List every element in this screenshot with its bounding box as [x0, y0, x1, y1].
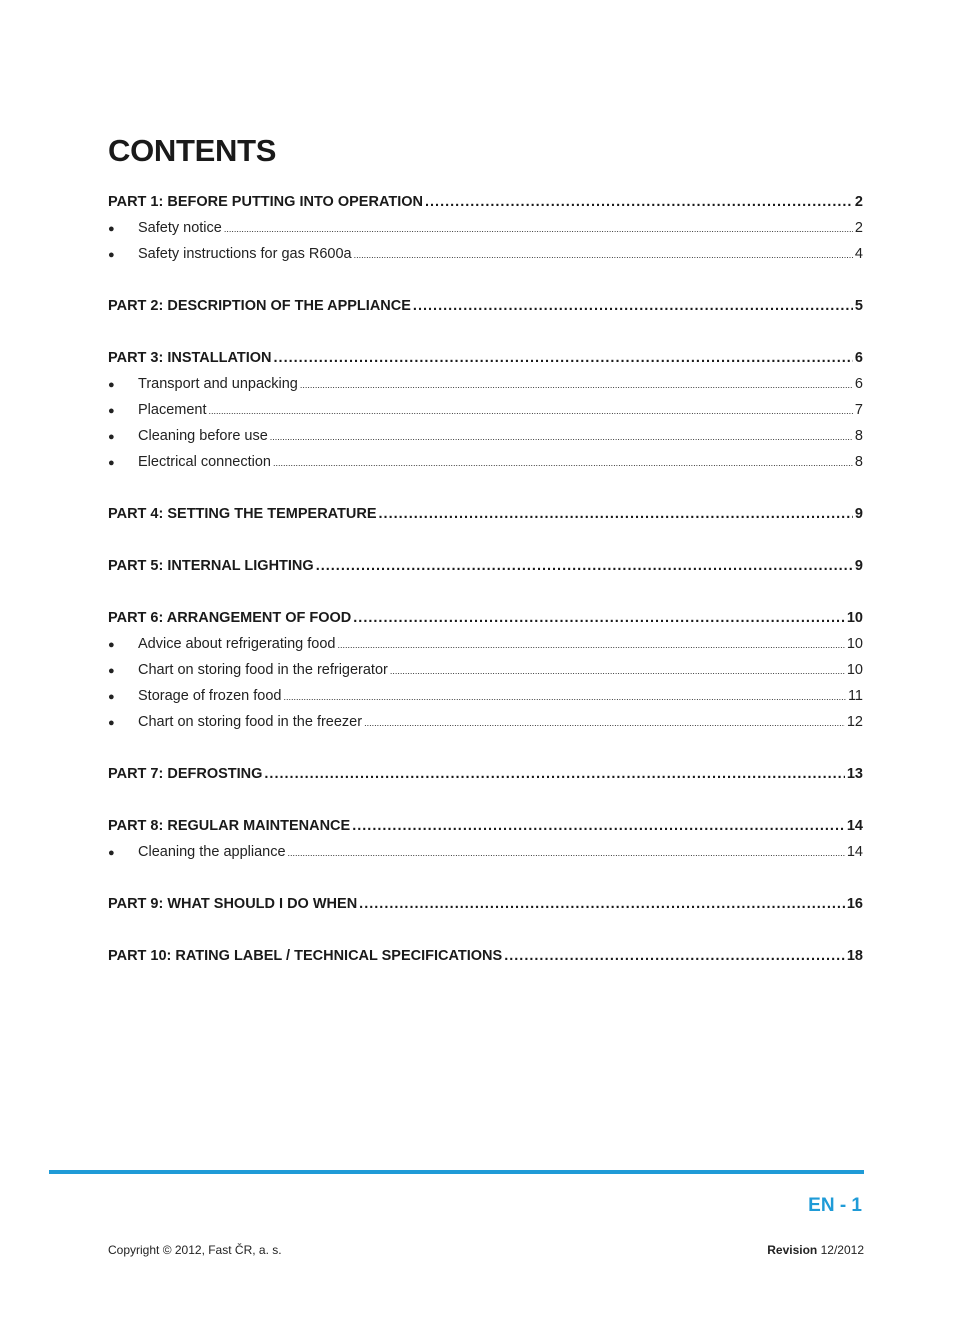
toc-part	[108, 501, 863, 527]
toc-page-number: 5	[854, 298, 863, 314]
leader-dots	[274, 345, 853, 371]
toc-subentry[interactable]	[108, 657, 863, 683]
leader-dots	[273, 449, 853, 476]
toc-part-title: PART 9: WHAT SHOULD I DO WHEN	[108, 896, 358, 912]
toc-entry-part-9[interactable]	[108, 891, 863, 917]
toc-entry-part-2[interactable]	[108, 293, 863, 319]
toc-subentry-title: Chart on storing food in the refrigerator	[138, 662, 388, 678]
bullet-icon: ●	[108, 223, 115, 235]
leader-dots	[364, 709, 845, 736]
copyright-notice: Copyright © 2012, Fast ČR, a. s.	[108, 1243, 282, 1257]
leader-dots	[300, 371, 853, 398]
toc-entry-part-10[interactable]	[108, 943, 863, 969]
footer-divider	[49, 1170, 864, 1174]
toc-page-number: 9	[854, 506, 863, 522]
toc-page-number: 10	[846, 610, 863, 626]
toc-entry-part-4[interactable]	[108, 501, 863, 527]
toc-page-number: 9	[854, 558, 863, 574]
toc-page-number: 13	[846, 766, 863, 782]
toc-subentry-title: Advice about refrigerating food	[138, 636, 336, 652]
toc-subentry[interactable]	[108, 631, 863, 657]
table-of-contents	[108, 189, 863, 995]
toc-part	[108, 189, 863, 267]
toc-subentry[interactable]	[108, 397, 863, 423]
leader-dots	[359, 891, 845, 917]
leader-dots	[224, 215, 853, 242]
toc-subentry-title: Safety instructions for gas R600a	[138, 246, 352, 262]
leader-dots	[270, 423, 853, 450]
toc-subentry-title: Safety notice	[138, 220, 222, 236]
toc-part-title: PART 7: DEFROSTING	[108, 766, 263, 782]
leader-dots	[264, 761, 844, 787]
toc-subentry[interactable]	[108, 709, 863, 735]
page-title: CONTENTS	[108, 133, 277, 168]
toc-page-number: 10	[846, 662, 863, 678]
leader-dots	[354, 241, 853, 268]
toc-subentry-title: Transport and unpacking	[138, 376, 298, 392]
bullet-icon: ●	[108, 847, 115, 859]
bullet-icon: ●	[108, 691, 115, 703]
toc-part	[108, 813, 863, 865]
toc-page-number: 8	[854, 428, 863, 444]
toc-part	[108, 891, 863, 917]
toc-subentry-title: Electrical connection	[138, 454, 271, 470]
toc-part-title: PART 8: REGULAR MAINTENANCE	[108, 818, 351, 834]
bullet-icon: ●	[108, 405, 115, 417]
toc-entry-part-3[interactable]	[108, 345, 863, 371]
bullet-icon: ●	[108, 665, 115, 677]
toc-subentry[interactable]	[108, 241, 863, 267]
toc-subentry[interactable]	[108, 449, 863, 475]
toc-part	[108, 293, 863, 319]
toc-subentry[interactable]	[108, 839, 863, 865]
bullet-icon: ●	[108, 249, 115, 261]
toc-entry-part-6[interactable]	[108, 605, 863, 631]
toc-entry-part-5[interactable]	[108, 553, 863, 579]
toc-page-number: 12	[846, 714, 863, 730]
leader-dots	[379, 501, 853, 527]
toc-subentry-title: Cleaning before use	[138, 428, 268, 444]
toc-entry-part-1[interactable]	[108, 189, 863, 215]
bullet-icon: ●	[108, 379, 115, 391]
toc-page-number: 6	[854, 376, 863, 392]
toc-page-number: 2	[854, 220, 863, 236]
toc-subentry-title: Placement	[138, 402, 207, 418]
toc-part-title: PART 3: INSTALLATION	[108, 350, 272, 366]
leader-dots	[338, 631, 845, 658]
toc-subentry[interactable]	[108, 371, 863, 397]
toc-part	[108, 345, 863, 475]
leader-dots	[288, 839, 845, 866]
toc-subentry[interactable]	[108, 215, 863, 241]
toc-subentry[interactable]	[108, 423, 863, 449]
toc-part	[108, 605, 863, 735]
leader-dots	[390, 657, 845, 684]
leader-dots	[353, 605, 845, 631]
toc-part-title: PART 5: INTERNAL LIGHTING	[108, 558, 314, 574]
toc-page-number: 7	[854, 402, 863, 418]
toc-page-number: 14	[846, 844, 863, 860]
toc-subentry-title: Chart on storing food in the freezer	[138, 714, 363, 730]
toc-part-title: PART 2: DESCRIPTION OF THE APPLIANCE	[108, 298, 411, 314]
bullet-icon: ●	[108, 717, 115, 729]
revision-info	[767, 1243, 864, 1257]
toc-part-title: PART 1: BEFORE PUTTING INTO OPERATION	[108, 194, 423, 210]
leader-dots	[413, 293, 853, 319]
toc-subentry[interactable]	[108, 683, 863, 709]
leader-dots	[504, 943, 845, 969]
leader-dots	[284, 683, 846, 710]
toc-subentry-title: Storage of frozen food	[138, 688, 282, 704]
toc-page-number: 4	[854, 246, 863, 262]
toc-part	[108, 553, 863, 579]
page-number: EN - 1	[808, 1195, 862, 1216]
leader-dots	[425, 189, 853, 215]
bullet-icon: ●	[108, 457, 115, 469]
toc-part-title: PART 6: ARRANGEMENT OF FOOD	[108, 610, 352, 626]
toc-part-title: PART 10: RATING LABEL / TECHNICAL SPECIFICATIONS	[108, 948, 503, 964]
revision-value: 12/2012	[820, 1243, 864, 1257]
bullet-icon: ●	[108, 431, 115, 443]
bullet-icon: ●	[108, 639, 115, 651]
leader-dots	[352, 813, 845, 839]
toc-page-number: 8	[854, 454, 863, 470]
toc-subentry-title: Cleaning the appliance	[138, 844, 286, 860]
toc-page-number: 18	[846, 948, 863, 964]
toc-page-number: 6	[854, 350, 863, 366]
leader-dots	[316, 553, 853, 579]
toc-page-number: 14	[846, 818, 863, 834]
leader-dots	[209, 397, 853, 424]
toc-entry-part-8[interactable]	[108, 813, 863, 839]
toc-page-number: 11	[847, 688, 863, 704]
toc-entry-part-7[interactable]	[108, 761, 863, 787]
toc-page-number: 10	[846, 636, 863, 652]
toc-part	[108, 943, 863, 969]
toc-page-number: 2	[854, 194, 863, 210]
toc-page-number: 16	[846, 896, 863, 912]
revision-label: Revision	[767, 1243, 818, 1257]
toc-part	[108, 761, 863, 787]
toc-part-title: PART 4: SETTING THE TEMPERATURE	[108, 506, 377, 522]
